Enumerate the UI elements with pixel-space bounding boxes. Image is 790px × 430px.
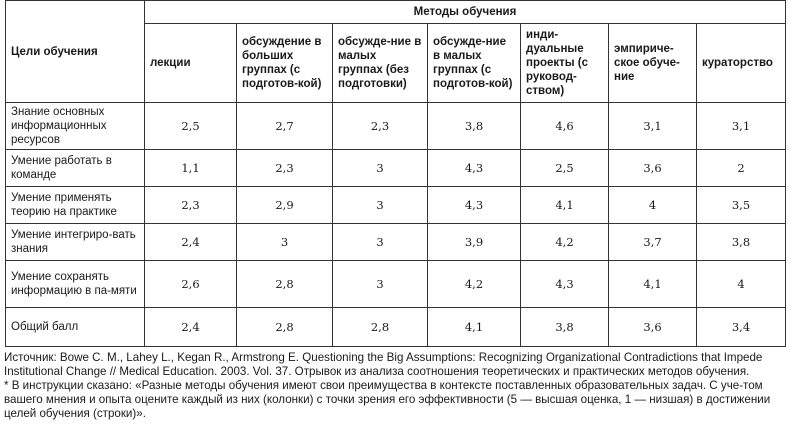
table-cell: 3,7 [609, 224, 697, 261]
footnote: * В инструкции сказано: «Разные методы обучения имеют свои преимущества в контексте поставленных образовательных задач. С уче-том вашего мнения и опыта оцените каждый из них (колонки) с точки зрения его эффективности (5 — высшая оценка, 1 — низшая) в достижении целей обучения (строки)». [4, 379, 771, 420]
table-row [6, 103, 786, 150]
source-note: Источник: Bowe C. M., Lahey L., Kegan R., Armstrong E. Questioning the Big Assumptions: Recognizing Organizational Contradictions that Impede Institutional Change // Medical Education. 2003. Vol. 37. Отрывок из анализа соотношения теоретических и практических методов обучения. [4, 351, 763, 378]
table-cell: 3,6 [609, 308, 697, 347]
table-cell: 3,6 [609, 150, 697, 187]
table-cell: 2,8 [333, 308, 428, 347]
table-cell: 2,5 [145, 103, 237, 150]
table-cell: 3 [333, 261, 428, 308]
table-cell: 3,1 [697, 103, 786, 150]
table-cell: 2,4 [145, 308, 237, 347]
column-header: эмпириче-ское обуче-ние [609, 24, 697, 103]
table-row [6, 150, 786, 187]
column-header: кураторство [697, 24, 786, 103]
table-cell: 3 [333, 150, 428, 187]
table-cell: 4,3 [428, 187, 521, 224]
table-cell: 4,1 [521, 187, 609, 224]
column-header: инди-дуальные проекты (с руковод-ством) [521, 24, 609, 103]
table-cell: 4,1 [609, 261, 697, 308]
table-cell: 2,4 [145, 224, 237, 261]
methods-header: Методы обучения [145, 1, 786, 24]
table-cell: 2,9 [237, 187, 333, 224]
row-goal: Общий балл [6, 308, 145, 347]
table-cell: 2,8 [237, 261, 333, 308]
column-header: обсужде-ние в малых группах (с подготов-кой) [428, 24, 521, 103]
table-cell: 3,8 [428, 103, 521, 150]
column-header: лекции [145, 24, 237, 103]
table-row [6, 261, 786, 308]
goals-header: Цели обучения [6, 1, 145, 103]
table-cell: 4,3 [428, 150, 521, 187]
table-cell: 2,3 [145, 187, 237, 224]
table-cell: 2,5 [521, 150, 609, 187]
table-cell: 2 [697, 150, 786, 187]
table-cell: 3,8 [521, 308, 609, 347]
table-cell: 4 [697, 261, 786, 308]
table-cell: 3,4 [697, 308, 786, 347]
column-header: обсуждение в больших группах (с подготов-кой) [237, 24, 333, 103]
table-cell: 2,7 [237, 103, 333, 150]
table-cell: 4,6 [521, 103, 609, 150]
methods-table [5, 0, 786, 347]
row-goal: Умение работать в команде [6, 150, 145, 187]
row-goal: Умение интегриро-вать знания [6, 224, 145, 261]
row-goal: Умение применять теорию на практике [6, 187, 145, 224]
table-cell: 4,2 [428, 261, 521, 308]
table-cell: 3 [333, 224, 428, 261]
table-notes [4, 351, 786, 421]
table-cell: 4,1 [428, 308, 521, 347]
table-cell: 3,8 [697, 224, 786, 261]
table-row [6, 224, 786, 261]
table-cell: 3 [237, 224, 333, 261]
table-cell: 2,3 [237, 150, 333, 187]
table-row [6, 187, 786, 224]
table-cell: 4,2 [521, 224, 609, 261]
table-cell: 3,9 [428, 224, 521, 261]
table-cell: 3 [333, 187, 428, 224]
table-cell: 3,5 [697, 187, 786, 224]
table-cell: 3,1 [609, 103, 697, 150]
table-cell: 2,8 [237, 308, 333, 347]
row-goal: Знание основных информационных ресурсов [6, 103, 145, 150]
table-cell: 4 [609, 187, 697, 224]
row-goal: Умение сохранять информацию в па-мяти [6, 261, 145, 308]
table-cell: 4,3 [521, 261, 609, 308]
table-cell: 1,1 [145, 150, 237, 187]
table-row [6, 308, 786, 347]
column-header: обсужде-ние в малых группах (без подготовки) [333, 24, 428, 103]
table-cell: 2,6 [145, 261, 237, 308]
table-cell: 2,3 [333, 103, 428, 150]
